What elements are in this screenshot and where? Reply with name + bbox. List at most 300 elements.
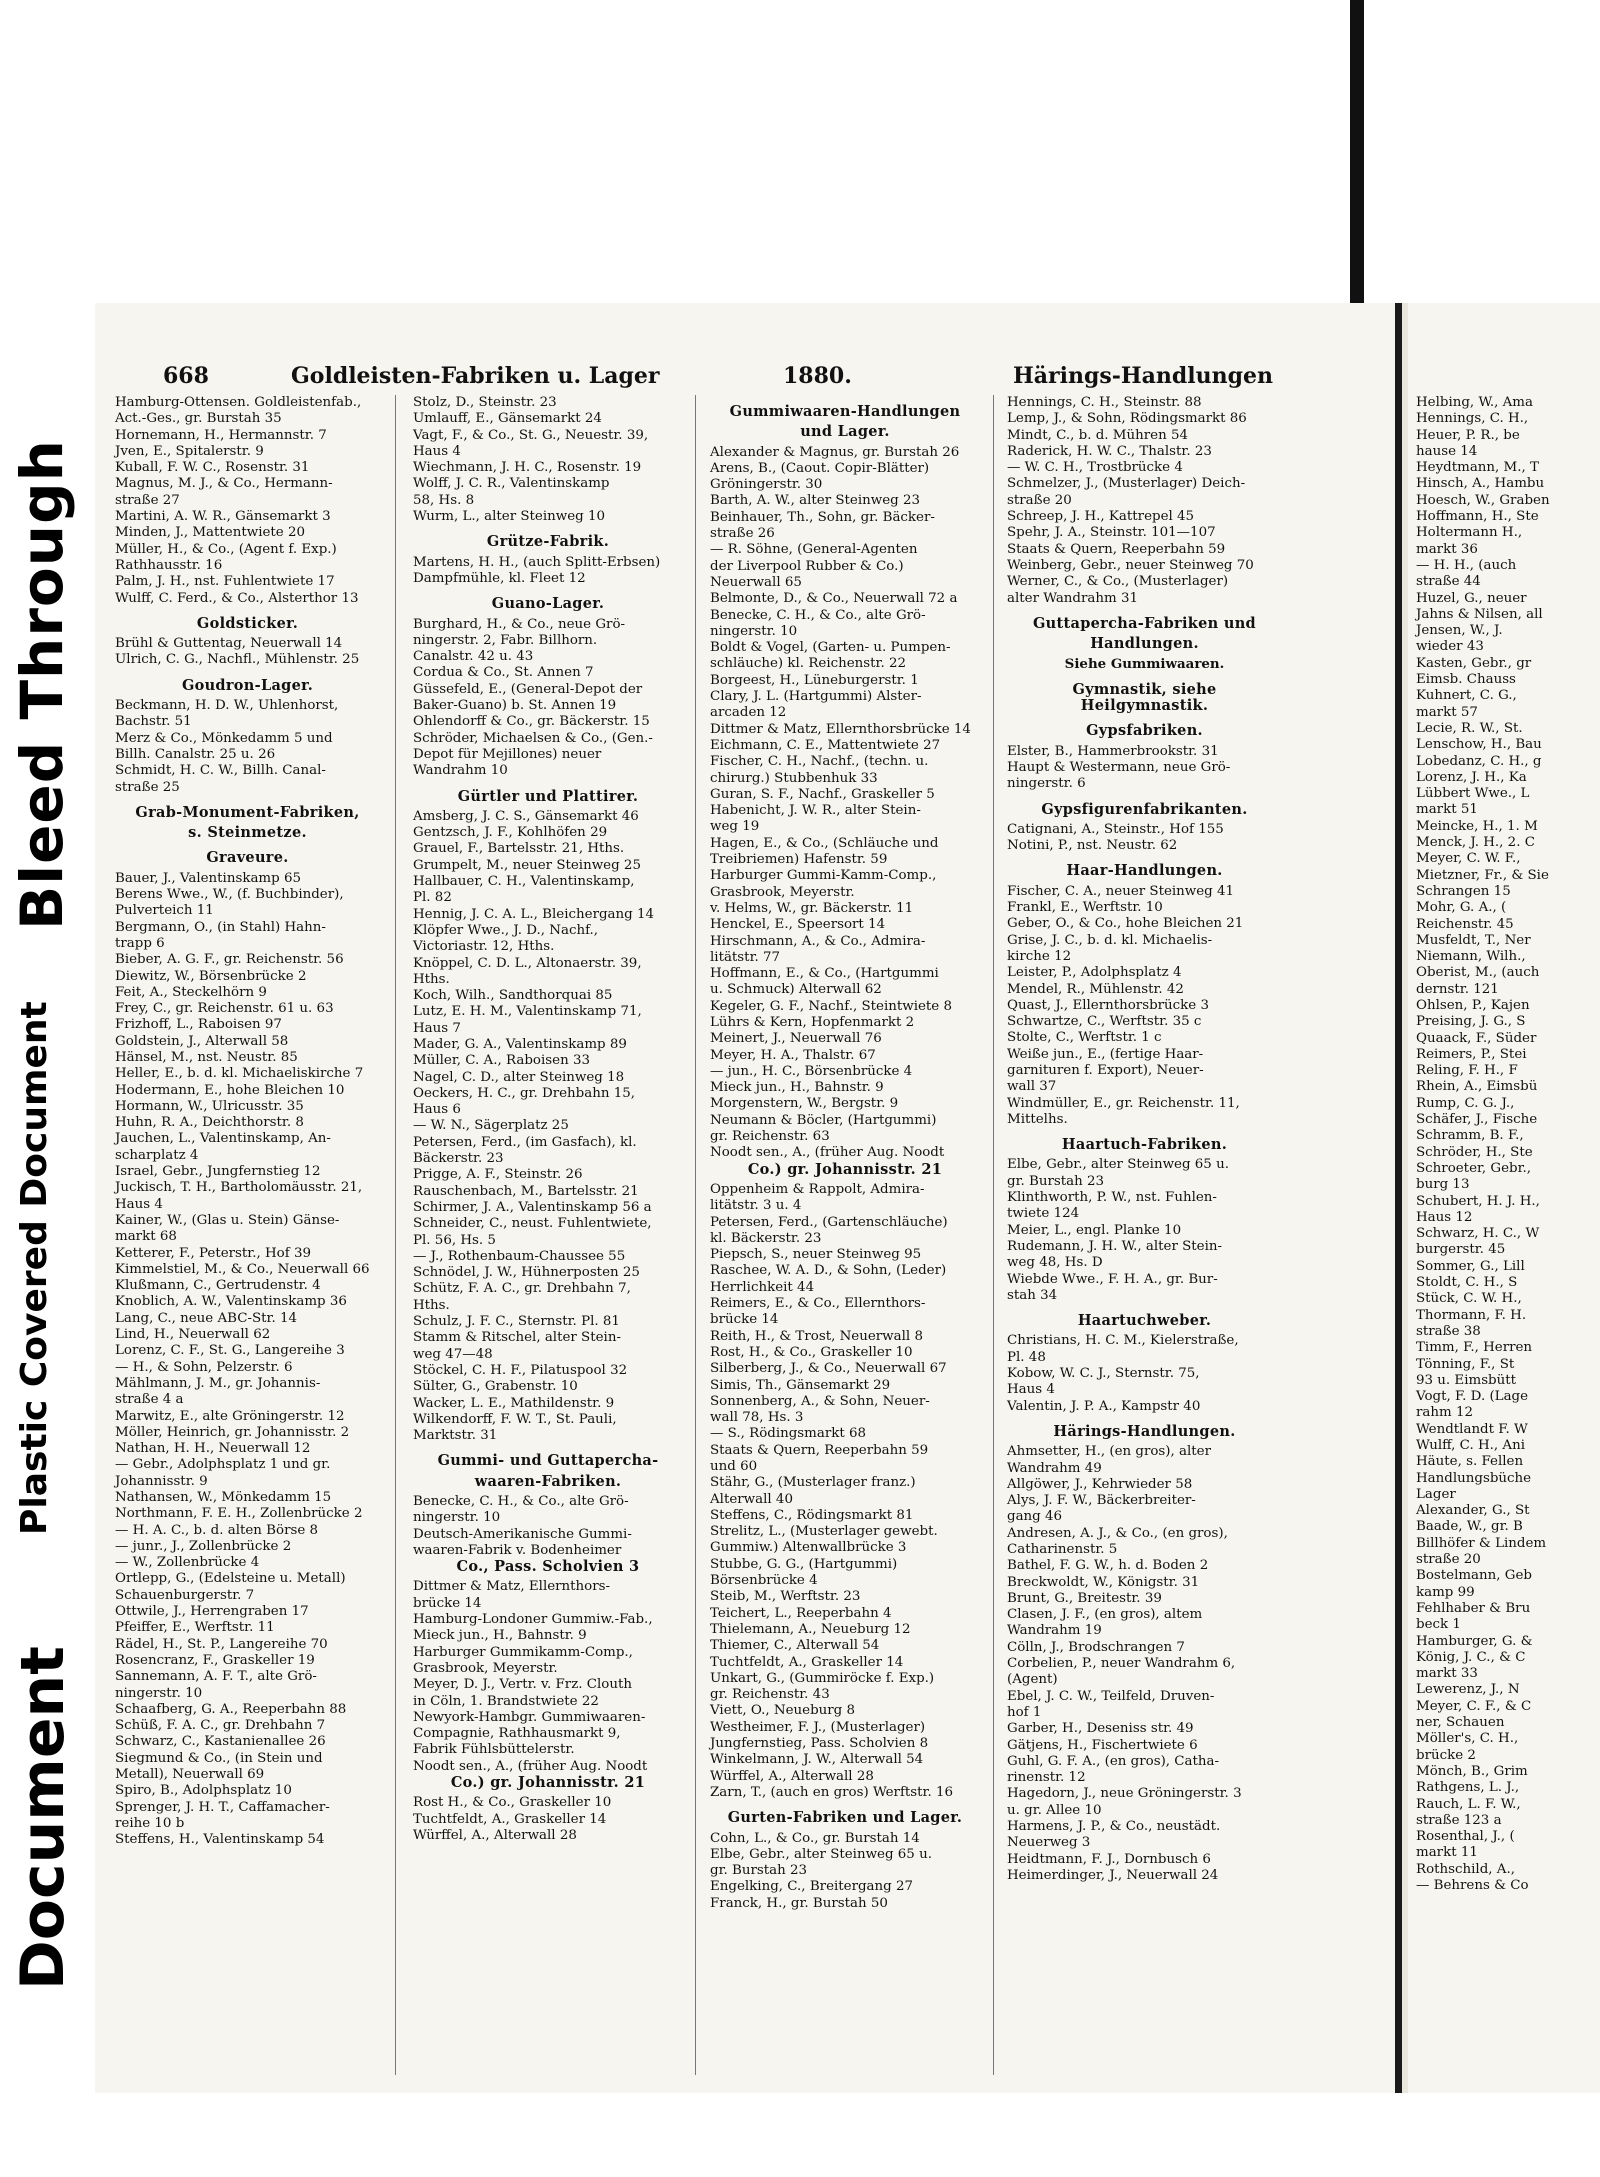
directory-entry: Müller, C. A., Raboisen 33 [413, 1053, 590, 1069]
directory-entry: Rudemann, J. H. W., alter Stein- [1007, 1238, 1223, 1254]
directory-entry: Spehr, J. A., Steinstr. 101—107 [1007, 525, 1216, 541]
directory-entry: Heuer, P. R., be [1416, 427, 1520, 443]
directory-entry: Sülter, G., Grabenstr. 10 [413, 1379, 578, 1395]
directory-entry: stah 34 [1007, 1287, 1058, 1303]
directory-entry: Grauel, F., Bartelsstr. 21, Hths. [413, 841, 625, 857]
column-2 [413, 395, 683, 1844]
directory-entry: Rauch, L. F. W., [1416, 1796, 1521, 1812]
directory-entry: — H. H., (auch [1416, 557, 1517, 573]
directory-entry: Schrangen 15 [1416, 883, 1511, 899]
directory-entry: Vagt, F., & Co., St. G., Neuestr. 39, [413, 427, 649, 443]
directory-entry: ningerstr. 2, Fabr. Billhorn. [413, 632, 598, 648]
facing-page-fragment [1408, 303, 1600, 2093]
directory-entry: kirche 12 [1007, 948, 1072, 964]
directory-entry: Newyork-Hambgr. Gummiwaaren- [413, 1709, 646, 1725]
directory-entry: Möller's, C. H., [1416, 1731, 1519, 1747]
directory-entry: Haus 12 [1416, 1209, 1473, 1225]
directory-entry: Kainer, W., (Glas u. Stein) Gänse- [115, 1212, 340, 1228]
directory-entry: Knoblich, A. W., Valentinskamp 36 [115, 1294, 347, 1310]
directory-entry: ningerstr. 6 [1007, 776, 1086, 792]
directory-entry: Israel, Gebr., Jungfernstieg 12 [115, 1164, 321, 1180]
directory-entry: Schnödel, J. W., Hühnerposten 25 [413, 1265, 640, 1281]
directory-entry: Schmidt, H. C. W., Billh. Canal- [115, 763, 326, 779]
section-heading: Goudron-Lager. [181, 676, 314, 694]
directory-entry: straße 38 [1416, 1323, 1481, 1339]
directory-entry: Würffel, A., Alterwall 28 [710, 1768, 874, 1784]
directory-entry: Holtermann H., [1416, 525, 1523, 541]
directory-entry: Bachstr. 51 [115, 714, 192, 730]
directory-entry: 93 u. Eimsbütt [1416, 1372, 1517, 1388]
directory-entry: Tuchtfeldt, A., Graskeller 14 [710, 1654, 904, 1670]
directory-entry: Benecke, C. H., & Co., alte Grö- [710, 607, 926, 623]
directory-entry: Ohlsen, P., Kajen [1416, 997, 1530, 1013]
section-heading: Handlungsbüche [1416, 1470, 1532, 1486]
section-heading: Grab-Monument-Fabriken, [135, 803, 360, 821]
directory-entry: der Liverpool Rubber & Co.) [710, 558, 904, 574]
directory-entry: Vogt, F. D. (Lage [1416, 1389, 1529, 1405]
directory-entry: Mönch, B., Grim [1416, 1763, 1528, 1779]
directory-entry: König, J. C., & C [1416, 1649, 1526, 1665]
directory-entry: Ortlepp, G., (Edelsteine u. Metall) [115, 1571, 346, 1587]
directory-entry: Rosenthal, J., ( [1416, 1829, 1515, 1845]
directory-entry: burg 13 [1416, 1177, 1470, 1193]
directory-entry: Würffel, A., Alterwall 28 [413, 1827, 577, 1843]
directory-entry: Diewitz, W., Börsenbrücke 2 [115, 968, 307, 984]
directory-entry: Schubert, H. J. H., [1416, 1193, 1540, 1209]
directory-entry: Meier, L., engl. Planke 10 [1007, 1222, 1182, 1238]
directory-entry: Gentzsch, J. F., Kohlhöfen 29 [413, 825, 608, 841]
directory-entry: Jungfernstieg, Pass. Scholvien 8 [710, 1736, 929, 1752]
directory-entry: Haus 4 [413, 443, 461, 459]
directory-entry: Ulrich, C. G., Nachfl., Mühlenstr. 25 [115, 652, 360, 668]
directory-entry: Andresen, A. J., & Co., (en gros), [1007, 1525, 1228, 1541]
directory-entry: Kasten, Gebr., gr [1416, 655, 1532, 671]
section-heading: Co.) gr. Johannisstr. 21 [450, 1774, 646, 1792]
directory-entry: twiete 124 [1007, 1206, 1080, 1222]
directory-entry: Mohr, G. A., ( [1416, 900, 1507, 916]
directory-entry: Piepsch, S., neuer Steinweg 95 [710, 1247, 922, 1263]
directory-entry: Preising, J. G., S [1416, 1014, 1526, 1030]
directory-entry: Rothschild, A., [1416, 1861, 1515, 1877]
directory-entry: Ketterer, F., Peterstr., Hof 39 [115, 1245, 311, 1261]
directory-entry: Hallbauer, C. H., Valentinskamp, [413, 874, 635, 890]
directory-entry: alter Wandrahm 31 [1007, 590, 1139, 606]
directory-entry: Berens Wwe., W., (f. Buchbinder), [115, 887, 344, 903]
directory-entry: Lobedanz, C. H., g [1416, 753, 1542, 769]
directory-entry: ningerstr. 10 [710, 623, 798, 639]
directory-entry: Corbelien, P., neuer Wandrahm 6, [1007, 1656, 1236, 1672]
directory-entry: Thiemer, C., Alterwall 54 [710, 1638, 880, 1654]
directory-entry: markt 51 [1416, 802, 1478, 818]
directory-entry: Hennings, C. H., [1416, 411, 1529, 427]
directory-entry: Wandrahm 10 [413, 763, 508, 779]
directory-entry: Hoffmann, H., Ste [1416, 509, 1539, 525]
directory-entry: Neuerweg 3 [1007, 1835, 1091, 1851]
directory-entry: Bathel, F. G. W., h. d. Boden 2 [1007, 1558, 1209, 1574]
directory-entry: Schreep, J. H., Kattrepel 45 [1007, 509, 1195, 525]
directory-entry: trapp 6 [115, 935, 165, 951]
directory-entry: Pulverteich 11 [115, 903, 214, 919]
directory-entry: Hamburg-Ottensen. Goldleistenfab., [115, 395, 362, 410]
directory-entry: — W. N., Sägerplatz 25 [413, 1118, 569, 1134]
directory-entry: Petersen, Ferd., (im Gasfach), kl. [413, 1134, 637, 1150]
directory-entry: Schneider, C., neust. Fuhlentwiete, [413, 1216, 652, 1232]
directory-entry: — J., Rothenbaum-Chaussee 55 [413, 1248, 626, 1264]
directory-entry: Hagen, E., & Co., (Schläuche und [710, 835, 939, 851]
column-4 [1007, 395, 1282, 1884]
directory-entry: hause 14 [1416, 443, 1478, 459]
section-heading: Haartuchweber. [1077, 1312, 1212, 1330]
directory-entry: Billhöfer & Lindem [1416, 1535, 1547, 1551]
directory-entry: Baker-Guano) b. St. Annen 19 [413, 698, 617, 714]
directory-entry: Martini, A. W. R., Gänsemarkt 3 [115, 509, 331, 525]
section-heading: und Lager. [800, 423, 890, 441]
directory-entry: Hänsel, M., nst. Neustr. 85 [115, 1049, 298, 1065]
directory-entry: brücke 14 [710, 1312, 779, 1328]
book-spine [1350, 0, 1364, 303]
directory-entry: Wacker, L. E., Mathildenstr. 9 [413, 1395, 615, 1411]
column-divider [395, 395, 396, 2075]
directory-entry: Jven, E., Spitalerstr. 9 [115, 443, 264, 459]
directory-entry: Boldt & Vogel, (Garten- u. Pumpen- [710, 640, 951, 656]
directory-entry: Stähr, G., (Musterlager franz.) [710, 1475, 916, 1491]
directory-entry: Meyer, D. J., Vertr. v. Frz. Clouth [413, 1677, 632, 1693]
directory-entry: Lind, H., Neuerwall 62 [115, 1327, 271, 1343]
directory-entry: Ottwile, J., Herrengraben 17 [115, 1604, 309, 1620]
directory-entry: gr. Burstah 23 [710, 1863, 808, 1879]
directory-entry: Beckmann, H. D. W., Uhlenhorst, [115, 698, 339, 714]
directory-entry: Frizhoff, L., Raboisen 97 [115, 1017, 282, 1033]
directory-entry: Staats & Quern, Reeperbahn 59 [1007, 541, 1226, 557]
cross-reference: Siehe Gummiwaaren. [1064, 656, 1225, 673]
directory-entry: markt 57 [1416, 704, 1478, 720]
directory-entry: Strelitz, L., (Musterlager gewebt. [710, 1524, 938, 1540]
directory-entry: Windmüller, E., gr. Reichenstr. 11, [1007, 1095, 1240, 1111]
directory-entry: Schulz, J. F. C., Sternstr. Pl. 81 [413, 1314, 620, 1330]
directory-entry: Stolz, D., Steinstr. 23 [413, 395, 557, 410]
directory-entry: Klinthworth, P. W., nst. Fuhlen- [1007, 1190, 1217, 1206]
directory-entry: Haupt & Westermann, neue Grö- [1007, 759, 1231, 775]
directory-entry: Wulff, C. H., Ani [1416, 1438, 1525, 1453]
directory-entry: Marktstr. 31 [413, 1428, 498, 1444]
page-number: 668 [163, 363, 209, 389]
directory-entry: Fehlhaber & Bru [1416, 1600, 1531, 1616]
section-heading: Co.) gr. Johannisstr. 21 [747, 1160, 943, 1178]
directory-entry: Heimerdinger, J., Neuerwall 24 [1007, 1867, 1219, 1883]
directory-entry: gr. Reichenstr. 43 [710, 1687, 830, 1703]
directory-page [95, 303, 1402, 2093]
directory-entry: Möller, Heinrich, gr. Johannisstr. 2 [115, 1424, 350, 1440]
directory-entry: — S., Rödingsmarkt 68 [710, 1426, 867, 1442]
directory-entry: Pl. 48 [1007, 1349, 1046, 1365]
directory-entry: Schirmer, J. A., Valentinskamp 56 a [413, 1199, 652, 1215]
directory-entry: Beinhauer, Th., Sohn, gr. Bäcker- [710, 509, 935, 525]
directory-entry: Teichert, L., Reeperbahn 4 [710, 1605, 892, 1621]
directory-entry: gr. Reichenstr. 63 [710, 1129, 830, 1145]
directory-entry: Zarn, T., (auch en gros) Werftstr. 16 [710, 1784, 954, 1800]
directory-entry: — Gebr., Adolphsplatz 1 und gr. [115, 1457, 331, 1473]
directory-entry: Martens, H. H., (auch Splitt-Erbsen) [413, 554, 661, 570]
directory-entry: arcaden 12 [710, 705, 787, 721]
directory-entry: Schmelzer, J., (Musterlager) Deich- [1007, 476, 1246, 492]
directory-entry: Bostelmann, Geb [1416, 1568, 1532, 1584]
directory-entry: Stoldt, C. H., S [1416, 1275, 1518, 1291]
directory-entry: Harmens, J. P., & Co., neustädt. [1007, 1819, 1221, 1835]
directory-entry: Morgenstern, W., Bergstr. 9 [710, 1096, 899, 1112]
directory-entry: Notini, P., nst. Neustr. 62 [1007, 838, 1178, 854]
directory-entry: Rump, C. G. J., [1416, 1095, 1515, 1111]
running-head-year: 1880. [783, 363, 852, 389]
directory-entry: markt 11 [1416, 1845, 1478, 1861]
directory-entry: Kobow, W. C. J., Sternstr. 75, [1007, 1366, 1200, 1382]
directory-entry: Steffens, H., Valentinskamp 54 [115, 1832, 325, 1848]
directory-entry: Schüß, F. A. C., gr. Drehbahn 7 [115, 1718, 326, 1734]
directory-entry: Kuhnert, C. G., [1416, 688, 1517, 704]
directory-entry: wall 37 [1007, 1079, 1057, 1095]
section-heading: Gypsfabriken. [1086, 722, 1203, 740]
directory-entry: Schroeter, Gebr., [1416, 1160, 1532, 1176]
directory-entry: Schaafberg, G. A., Reeperbahn 88 [115, 1701, 347, 1717]
directory-entry: Guran, S. F., Nachf., Graskeller 5 [710, 786, 935, 802]
facing-page-column [1416, 395, 1600, 1894]
directory-entry: Prigge, A. F., Steinstr. 26 [413, 1167, 583, 1183]
directory-entry: Wurm, L., alter Steinweg 10 [413, 509, 605, 525]
directory-entry: v. Helms, W., gr. Bäckerstr. 11 [710, 900, 914, 916]
directory-entry: Frey, C., gr. Reichenstr. 61 u. 63 [115, 1001, 334, 1017]
directory-entry: — W. C. H., Trostbrücke 4 [1007, 460, 1183, 476]
directory-entry: Canalstr. 42 u. 43 [413, 649, 534, 665]
directory-entry: Hennings, C. H., Steinstr. 88 [1007, 395, 1202, 410]
directory-entry: Viett, O., Neueburg 8 [710, 1703, 856, 1719]
directory-entry: Elbe, Gebr., alter Steinweg 65 u. [710, 1846, 932, 1862]
directory-entry: Rosencranz, F., Graskeller 19 [115, 1652, 315, 1668]
section-heading: Goldsticker. [196, 614, 299, 632]
directory-entry: Reling, F. H., F [1416, 1063, 1518, 1079]
directory-entry: Reichenstr. 45 [1416, 916, 1514, 932]
directory-entry: Baade, W., gr. B [1416, 1519, 1523, 1535]
directory-entry: Sonnenberg, A., & Sohn, Neuer- [710, 1393, 930, 1409]
plastic-covered-stamp: Plastic Covered Document [14, 1001, 55, 1535]
directory-entry: Mittelhs. [1007, 1111, 1068, 1127]
running-head-left: Goldleisten-Fabriken u. Lager [291, 363, 660, 389]
section-heading: Guano-Lager. [491, 595, 605, 613]
directory-entry: Heidtmann, F. J., Dornbusch 6 [1007, 1851, 1211, 1867]
directory-entry: Franck, H., gr. Burstah 50 [710, 1895, 888, 1911]
directory-entry: Leister, P., Adolphsplatz 4 [1007, 965, 1182, 981]
directory-entry: Petersen, Ferd., (Gartenschläuche) [710, 1214, 948, 1230]
directory-entry: Stubbe, G. G., (Hartgummi) [710, 1556, 898, 1572]
directory-entry: kl. Bäckerstr. 23 [710, 1230, 822, 1246]
running-head [163, 363, 1274, 393]
section-heading: Co., Pass. Scholvien 3 [456, 1558, 640, 1576]
directory-entry: Eimsb. Chauss [1416, 672, 1516, 688]
directory-entry: Rathgens, L. J., [1416, 1780, 1520, 1796]
directory-entry: Noodt sen., A., (früher Aug. Noodt [413, 1758, 648, 1774]
directory-entry: Metall), Neuerwall 69 [115, 1767, 265, 1783]
directory-entry: Westheimer, F. J., (Musterlager) [710, 1719, 926, 1735]
directory-entry: Dittmer & Matz, Ellernthors- [413, 1579, 611, 1595]
directory-entry: Geber, O., & Co., hohe Bleichen 21 [1007, 916, 1244, 932]
directory-entry: Ebel, J. C. W., Teilfeld, Druven- [1007, 1688, 1215, 1704]
directory-entry: Christians, H. C. M., Kielerstraße, [1007, 1333, 1239, 1349]
directory-entry: Dittmer & Matz, Ellernthorsbrücke 14 [710, 721, 971, 737]
section-heading: Härings-Handlungen. [1053, 1422, 1236, 1440]
column-3 [710, 395, 980, 1912]
directory-entry: Hormann, W., Ulricusstr. 35 [115, 1098, 304, 1114]
directory-entry: chirurg.) Stubbenhuk 33 [710, 770, 878, 786]
directory-entry: Rost H., & Co., Graskeller 10 [413, 1795, 612, 1811]
directory-entry: Lemp, J., & Sohn, Rödingsmarkt 86 [1007, 411, 1247, 427]
directory-entry: Knöppel, C. D. L., Altonaerstr. 39, [413, 955, 642, 971]
directory-entry: kamp 99 [1416, 1584, 1475, 1600]
directory-entry: Deutsch-Amerikanische Gummi- [413, 1526, 632, 1542]
directory-entry: Fabrik Fühlsbüttelerstr. [413, 1742, 575, 1758]
directory-entry: Hornemann, H., Hermannstr. 7 [115, 427, 327, 443]
directory-entry: Wendtlandt F. W [1416, 1421, 1528, 1437]
directory-entry: Spiro, B., Adolphsplatz 10 [115, 1783, 292, 1799]
directory-entry: Steffens, C., Rödingsmarkt 81 [710, 1507, 914, 1523]
directory-entry: Schwartze, C., Werftstr. 35 c [1007, 1014, 1202, 1030]
directory-entry: Amsberg, J. C. S., Gänsemarkt 46 [413, 808, 639, 824]
directory-entry: Heller, E., b. d. kl. Michaeliskirche 7 [115, 1066, 364, 1082]
directory-entry: Meincke, H., 1. M [1416, 818, 1538, 834]
directory-entry: Magnus, M. J., & Co., Hermann- [115, 476, 333, 492]
directory-entry: Hodermann, E., hohe Bleichen 10 [115, 1082, 345, 1098]
directory-entry: Reimers, P., Stei [1416, 1046, 1527, 1062]
directory-entry: Engelking, C., Breitergang 27 [710, 1879, 914, 1895]
directory-entry: Hennig, J. C. A. L., Bleichergang 14 [413, 906, 655, 922]
directory-entry: — R. Söhne, (General-Agenten [710, 542, 918, 558]
directory-entry: straße 26 [710, 526, 775, 542]
directory-entry: Klußmann, C., Gertrudenstr. 4 [115, 1278, 321, 1294]
directory-entry: Winkelmann, J. W., Alterwall 54 [710, 1752, 924, 1768]
directory-entry: Cohn, L., & Co., gr. Burstah 14 [710, 1830, 920, 1846]
directory-entry: Umlauff, E., Gänsemarkt 24 [413, 411, 602, 427]
directory-entry: Harburger Gummi-Kamm-Comp., [710, 868, 937, 884]
section-heading: Häute, s. Fellen [1416, 1454, 1524, 1470]
directory-entry: Hths. [413, 971, 450, 987]
directory-entry: Schütz, F. A. C., gr. Drehbahn 7, [413, 1281, 631, 1297]
directory-entry: Brühl & Guttentag, Neuerwall 14 [115, 636, 343, 652]
directory-entry: Hagedorn, J., neue Gröningerstr. 3 [1007, 1786, 1242, 1802]
directory-entry: Clary, J. L. (Hartgummi) Alster- [710, 689, 922, 705]
section-heading: Gypsfigurenfabrikanten. [1041, 800, 1248, 818]
directory-entry: 58, Hs. 8 [413, 492, 475, 508]
directory-entry: Reith, H., & Trost, Neuerwall 8 [710, 1328, 923, 1344]
column-1 [115, 395, 380, 1849]
directory-entry: Koch, Wilh., Sandthorquai 85 [413, 988, 613, 1004]
directory-entry: Breckwoldt, W., Königstr. 31 [1007, 1574, 1200, 1590]
directory-entry: straße 27 [115, 492, 180, 508]
directory-entry: Nathan, H. H., Neuerwall 12 [115, 1441, 311, 1457]
directory-entry: Quast, J., Ellernthorsbrücke 3 [1007, 997, 1209, 1013]
directory-entry: Cölln, J., Brodschrangen 7 [1007, 1639, 1185, 1655]
section-heading: waaren-Fabriken. [474, 1472, 622, 1490]
directory-entry: Pl. 82 [413, 890, 452, 906]
directory-entry: Oberist, M., (auch [1416, 965, 1540, 981]
directory-entry: Wandrahm 19 [1007, 1623, 1102, 1639]
column-divider [695, 395, 696, 2075]
directory-entry: Oeckers, H. C., gr. Drehbahn 15, [413, 1085, 636, 1101]
directory-entry: Benecke, C. H., & Co., alte Grö- [413, 1494, 629, 1509]
directory-entry: waaren-Fabrik v. Bodenheimer [413, 1542, 622, 1558]
directory-entry: Lübbert Wwe., L [1416, 786, 1530, 802]
directory-entry: — Behrens & Co [1416, 1878, 1529, 1894]
section-heading: s. Steinmetze. [188, 824, 307, 842]
directory-entry: Garber, H., Deseniss str. 49 [1007, 1721, 1194, 1737]
directory-entry: Weiße jun., E., (fertige Haar- [1007, 1046, 1204, 1062]
directory-entry: Act.-Ges., gr. Burstah 35 [115, 411, 282, 427]
directory-entry: straße 4 a [115, 1392, 184, 1408]
directory-entry: Weinberg, Gebr., neuer Steinweg 70 [1007, 557, 1254, 573]
directory-entry: Herrlichkeit 44 [710, 1279, 815, 1295]
directory-entry: Nathansen, W., Mönkedamm 15 [115, 1490, 332, 1505]
directory-entry: Northmann, F. E. H., Zollenbrücke 2 [115, 1506, 363, 1522]
directory-entry: burgerstr. 45 [1416, 1242, 1506, 1258]
directory-entry: Burghard, H., & Co., neue Grö- [413, 616, 626, 632]
directory-entry: Brunt, G., Breitestr. 39 [1007, 1590, 1162, 1606]
directory-entry: Fischer, C. H., Nachf., (techn. u. [710, 754, 929, 770]
directory-entry: Bauer, J., Valentinskamp 65 [115, 870, 301, 886]
directory-entry: Rädel, H., St. P., Langereihe 70 [115, 1636, 328, 1652]
directory-entry: — H., & Sohn, Pelzerstr. 6 [115, 1359, 293, 1375]
directory-entry: Güssefeld, E., (General-Depot der [413, 681, 643, 697]
directory-entry: Meyer, C. W. F., [1416, 851, 1521, 867]
directory-entry: Werner, C., & Co., (Musterlager) [1007, 574, 1229, 590]
directory-entry: Wulff, C. Ferd., & Co., Alsterthor 13 [115, 590, 359, 606]
directory-entry: Rost, H., & Co., Graskeller 10 [710, 1344, 913, 1360]
directory-entry: Schäfer, J., Fische [1416, 1112, 1538, 1128]
directory-entry: Johannisstr. 9 [115, 1473, 208, 1489]
directory-entry: Wolff, J. C. R., Valentinskamp [413, 476, 610, 492]
directory-entry: Kegeler, G. F., Nachf., Steintwiete 8 [710, 998, 953, 1014]
directory-entry: Wandrahm 49 [1007, 1460, 1102, 1476]
directory-entry: litätstr. 3 u. 4 [710, 1198, 802, 1214]
running-head-right: Härings-Handlungen [1013, 363, 1274, 389]
directory-entry: Alexander, G., St [1416, 1503, 1530, 1519]
directory-entry: straße 20 [1007, 492, 1072, 508]
directory-entry: Jensen, W., J. [1416, 623, 1503, 639]
directory-entry: Habenicht, J. W. R., alter Stein- [710, 803, 921, 819]
directory-entry: Mählmann, J. M., gr. Johannis- [115, 1375, 321, 1391]
directory-entry: Meyer, H. A., Thalstr. 67 [710, 1047, 876, 1063]
directory-entry: Gröningerstr. 30 [710, 477, 823, 493]
directory-entry: Frankl, E., Werftstr. 10 [1007, 900, 1163, 916]
directory-entry: Pfeiffer, E., Werftstr. 11 [115, 1620, 275, 1636]
directory-entry: weg 48, Hs. D [1007, 1255, 1103, 1271]
directory-entry: Borgeest, H., Lüneburgerstr. 1 [710, 672, 919, 688]
section-heading: Handlungen. [1090, 635, 1199, 653]
directory-entry: u. gr. Allee 10 [1007, 1802, 1102, 1818]
directory-entry: Rathhausstr. 16 [115, 557, 223, 573]
directory-entry: schläuche) kl. Reichenstr. 22 [710, 656, 907, 672]
directory-entry: Fischer, C. A., neuer Steinweg 41 [1007, 883, 1235, 899]
directory-entry: — jun., H. C., Börsenbrücke 4 [710, 1063, 913, 1079]
directory-entry: Billh. Canalstr. 25 u. 26 [115, 746, 276, 762]
directory-entry: Allgöwer, J., Kehrwieder 58 [1007, 1476, 1193, 1492]
directory-entry: Palm, J. H., nst. Fuhlentwiete 17 [115, 574, 335, 590]
directory-entry: wall 78, Hs. 3 [710, 1410, 804, 1426]
directory-entry: Lorenz, J. H., Ka [1416, 769, 1527, 785]
directory-entry: Lewerenz, J., N [1416, 1682, 1520, 1698]
section-heading: Lager [1416, 1486, 1456, 1502]
directory-entry: — junr., J., Zollenbrücke 2 [115, 1538, 292, 1554]
directory-entry: Oppenheim & Rappolt, Admira- [710, 1181, 925, 1197]
directory-entry: Treibriemen) Hafenstr. 59 [710, 852, 888, 868]
section-heading: Gürtler und Plattirer. [457, 787, 639, 805]
directory-entry: Musfeldt, T., Ner [1416, 932, 1531, 948]
directory-entry: Merz & Co., Mönkedamm 5 und [115, 730, 333, 746]
